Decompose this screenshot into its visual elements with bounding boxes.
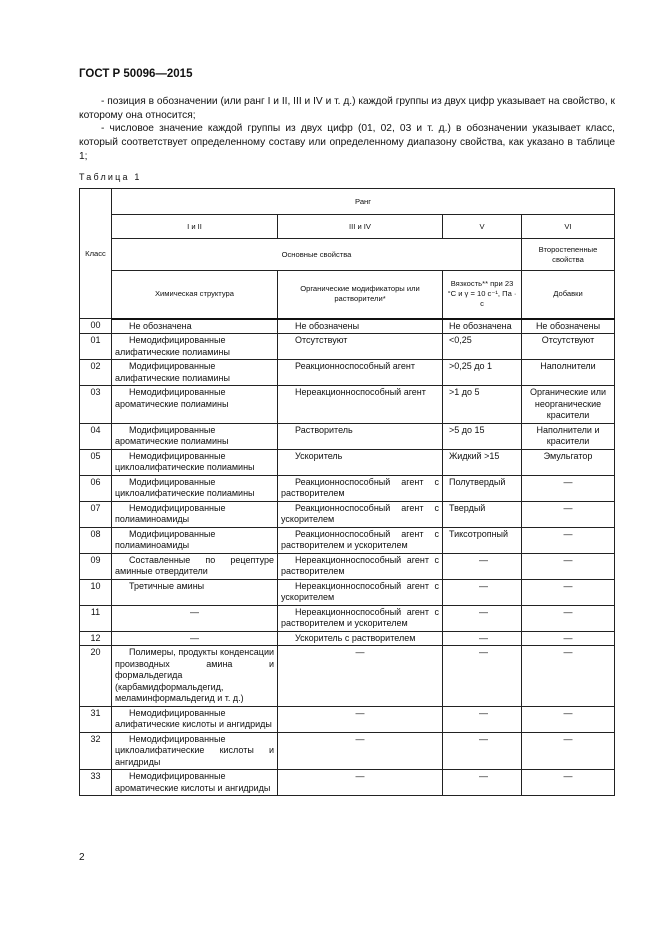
modifier-cell: Нереакционноспособный агент	[278, 386, 443, 424]
header-rank-4: VI	[522, 215, 615, 239]
additive-cell: —	[522, 553, 615, 579]
additive-cell: —	[522, 706, 615, 732]
class-cell: 03	[80, 386, 112, 424]
modifier-cell: —	[278, 646, 443, 707]
chem-structure-cell: Составленные по рецептуре аминные отвердители	[112, 553, 278, 579]
modifier-cell: Отсутствуют	[278, 334, 443, 360]
additive-cell: Органические или неорганические красители	[522, 386, 615, 424]
class-cell: 12	[80, 631, 112, 646]
modifier-cell: Нереакционноспособный агент с ускорителем	[278, 579, 443, 605]
modifier-cell: —	[278, 732, 443, 770]
class-cell: 01	[80, 334, 112, 360]
chem-structure-cell: Полимеры, продукты конденсации производных амина и формальдегида (карбамидформальдегид, меламинформальдегид и т. д.)	[112, 646, 278, 707]
chem-structure-cell: Немодифицированные алифатические кислоты и ангидриды	[112, 706, 278, 732]
table-row	[80, 732, 615, 770]
class-cell: 06	[80, 475, 112, 501]
chem-structure-cell: Немодифицированные ароматические полиамины	[112, 386, 278, 424]
viscosity-cell: Тиксотропный	[443, 527, 522, 553]
table-row	[80, 423, 615, 449]
table-row	[80, 319, 615, 334]
header-class: Класс	[80, 189, 112, 319]
table-row	[80, 360, 615, 386]
modifier-cell: Реакционноспособный агент с растворителем и ускорителем	[278, 527, 443, 553]
additive-cell: Отсутствуют	[522, 334, 615, 360]
table-row	[80, 334, 615, 360]
viscosity-cell: —	[443, 732, 522, 770]
chem-structure-cell: Не обозначена	[112, 319, 278, 334]
modifier-cell: Ускоритель	[278, 449, 443, 475]
table-row	[80, 646, 615, 707]
chem-structure-cell: —	[112, 631, 278, 646]
additive-cell: —	[522, 579, 615, 605]
modifier-cell: Ускоритель с растворителем	[278, 631, 443, 646]
additive-cell: Наполнители	[522, 360, 615, 386]
chem-structure-cell: Немодифицированные ароматические кислоты и ангидриды	[112, 770, 278, 796]
modifier-cell: —	[278, 706, 443, 732]
class-cell: 33	[80, 770, 112, 796]
header-modifiers: Органические модификаторы или растворители*	[278, 271, 443, 319]
chem-structure-cell: Модифицированные полиаминоамиды	[112, 527, 278, 553]
chem-structure-cell: Модифицированные ароматические полиамины	[112, 423, 278, 449]
header-rank-2: III и IV	[278, 215, 443, 239]
class-cell: 07	[80, 501, 112, 527]
modifier-cell: Растворитель	[278, 423, 443, 449]
paragraph-2: - числовое значение каждой группы из двух цифр (01, 02, 03 и т. д.) в обозначении указывает класс, который соответствует определенному составу или определенному диапазону свойства, как указано в таблице 1;	[79, 123, 615, 162]
header-rank-1: I и II	[112, 215, 278, 239]
additive-cell: Наполнители и красители	[522, 423, 615, 449]
chem-structure-cell: —	[112, 605, 278, 631]
header-secondary-properties: Второстепенные свойства	[522, 239, 615, 271]
table-row	[80, 770, 615, 796]
header-viscosity: Вязкость** при 23 °С и γ = 10 с⁻¹, Па · с	[443, 271, 522, 319]
table-row	[80, 449, 615, 475]
modifier-cell: Реакционноспособный агент	[278, 360, 443, 386]
table-row	[80, 475, 615, 501]
viscosity-cell: —	[443, 605, 522, 631]
class-cell: 08	[80, 527, 112, 553]
classification-table	[79, 188, 615, 796]
header-additives: Добавки	[522, 271, 615, 319]
class-cell: 11	[80, 605, 112, 631]
class-cell: 02	[80, 360, 112, 386]
additive-cell: —	[522, 631, 615, 646]
header-rank: Ранг	[112, 189, 615, 215]
viscosity-cell: >1 до 5	[443, 386, 522, 424]
additive-cell: Не обозначены	[522, 319, 615, 334]
viscosity-cell: —	[443, 646, 522, 707]
table-row	[80, 527, 615, 553]
paragraph-1: - позиция в обозначении (или ранг I и II, III и IV и т. д.) каждой группы из двух цифр указывает на свойство, к которому она относится;	[79, 96, 615, 121]
header-rank-3: V	[443, 215, 522, 239]
chem-structure-cell: Модифицированные алифатические полиамины	[112, 360, 278, 386]
viscosity-cell: Не обозначена	[443, 319, 522, 334]
additive-cell: —	[522, 527, 615, 553]
table-row	[80, 579, 615, 605]
additive-cell: —	[522, 770, 615, 796]
additive-cell: —	[522, 605, 615, 631]
viscosity-cell: >0,25 до 1	[443, 360, 522, 386]
class-cell: 20	[80, 646, 112, 707]
header-basic-properties: Основные свойства	[112, 239, 522, 271]
modifier-cell: Нереакционноспособный агент с растворителем и ускорителем	[278, 605, 443, 631]
chem-structure-cell: Модифицированные циклоалифатические полиамины	[112, 475, 278, 501]
modifier-cell: Реакционноспособный агент с ускорителем	[278, 501, 443, 527]
viscosity-cell: Твердый	[443, 501, 522, 527]
class-cell: 09	[80, 553, 112, 579]
viscosity-cell: —	[443, 770, 522, 796]
table-row	[80, 501, 615, 527]
chem-structure-cell: Немодифицированные циклоалифатические полиамины	[112, 449, 278, 475]
additive-cell: —	[522, 475, 615, 501]
table-row	[80, 605, 615, 631]
chem-structure-cell: Немодифицированные полиаминоамиды	[112, 501, 278, 527]
viscosity-cell: —	[443, 579, 522, 605]
table-caption: Таблица 1	[79, 172, 142, 182]
additive-cell: —	[522, 646, 615, 707]
header-chem-structure: Химическая структура	[112, 271, 278, 319]
class-cell: 10	[80, 579, 112, 605]
chem-structure-cell: Третичные амины	[112, 579, 278, 605]
modifier-cell: Не обозначены	[278, 319, 443, 334]
additive-cell: —	[522, 732, 615, 770]
viscosity-cell: Жидкий >15	[443, 449, 522, 475]
table-row	[80, 706, 615, 732]
document-header: ГОСТ Р 50096—2015	[79, 68, 193, 80]
modifier-cell: Реакционноспособный агент с растворителем	[278, 475, 443, 501]
viscosity-cell: >5 до 15	[443, 423, 522, 449]
modifier-cell: Нереакционноспособный агент с растворителем	[278, 553, 443, 579]
chem-structure-cell: Немодифицированные циклоалифатические кислоты и ангидриды	[112, 732, 278, 770]
viscosity-cell: —	[443, 631, 522, 646]
table-row	[80, 631, 615, 646]
page-number: 2	[79, 852, 85, 863]
class-cell: 00	[80, 319, 112, 334]
modifier-cell: —	[278, 770, 443, 796]
class-cell: 32	[80, 732, 112, 770]
class-cell: 05	[80, 449, 112, 475]
class-cell: 04	[80, 423, 112, 449]
additive-cell: Эмульгатор	[522, 449, 615, 475]
additive-cell: —	[522, 501, 615, 527]
chem-structure-cell: Немодифицированные алифатические полиамины	[112, 334, 278, 360]
viscosity-cell: Полутвердый	[443, 475, 522, 501]
class-cell: 31	[80, 706, 112, 732]
viscosity-cell: <0,25	[443, 334, 522, 360]
table-row	[80, 386, 615, 424]
table-row	[80, 553, 615, 579]
viscosity-cell: —	[443, 706, 522, 732]
viscosity-cell: —	[443, 553, 522, 579]
